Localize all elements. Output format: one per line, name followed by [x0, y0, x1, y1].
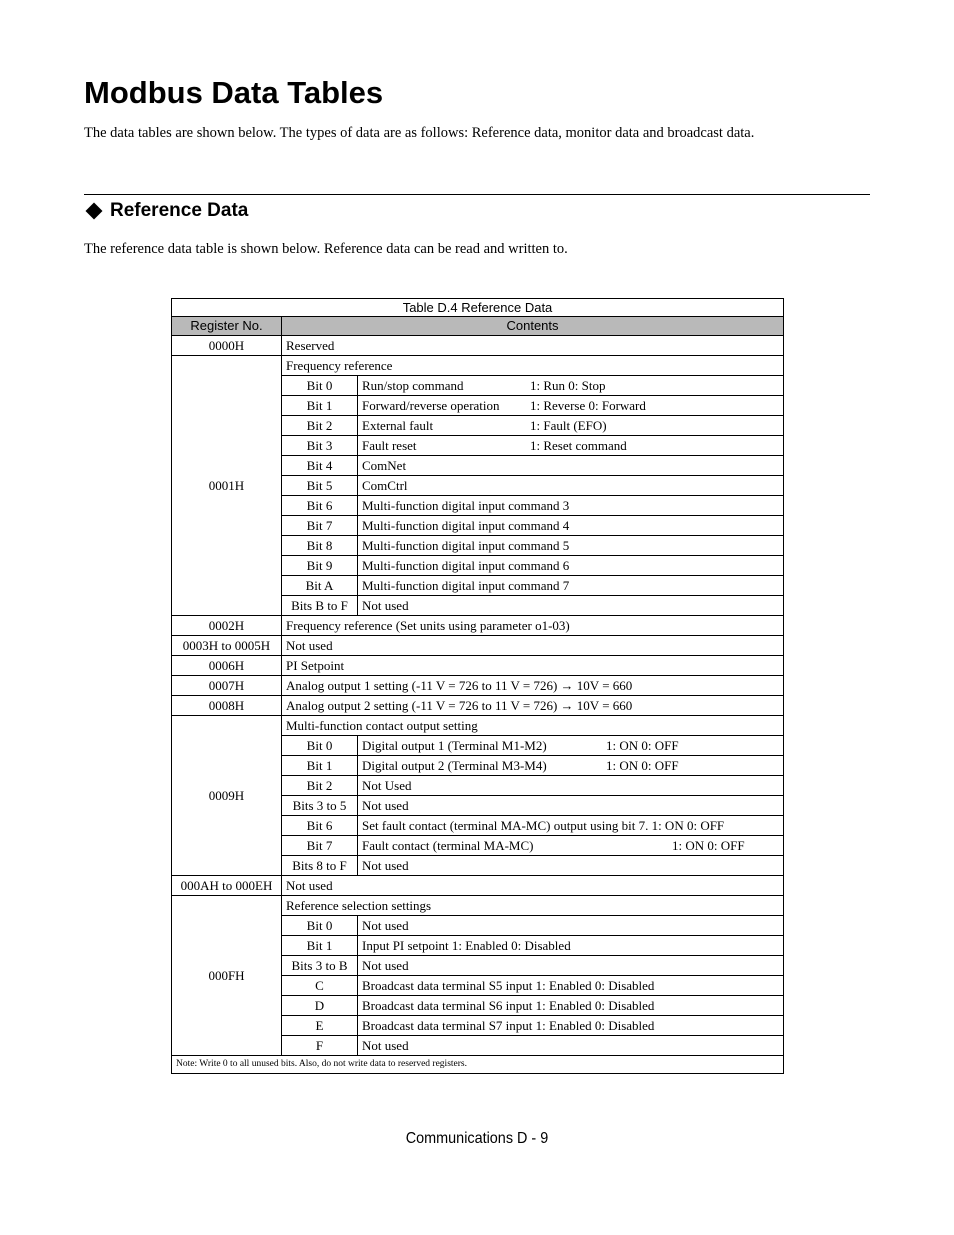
register-number: 0002H: [172, 616, 282, 636]
bit-function: ComCtrl: [362, 478, 408, 493]
bit-description: [358, 416, 784, 436]
page-footer: Communications D - 9: [405, 1130, 549, 1147]
bit-value: 1: ON 0: OFF: [672, 838, 745, 853]
section-divider: [84, 194, 870, 195]
bit-function: Not used: [362, 1038, 409, 1053]
bit-description: [358, 816, 784, 836]
bit-function: Multi-function digital input command 6: [362, 558, 570, 573]
register-contents: Analog output 2 setting (-11 V = 726 to 11 V = 726) → 10V = 660: [282, 696, 784, 716]
table-row: [172, 896, 784, 916]
bit-description: [358, 776, 784, 796]
bit-label: D: [282, 996, 358, 1016]
bit-value: 1: ON 0: OFF: [606, 738, 679, 753]
table-row: [172, 336, 784, 356]
bit-label: Bit 0: [282, 916, 358, 936]
bit-description: [358, 456, 784, 476]
table-row: [172, 356, 784, 376]
register-number: 0003H to 0005H: [172, 636, 282, 656]
table-row: [172, 696, 784, 716]
header-register-no: Register No.: [172, 317, 282, 336]
bit-function: Multi-function digital input command 3: [362, 498, 570, 513]
bit-function: Set fault contact (terminal MA-MC) output using bit 7. 1: ON 0: OFF: [362, 818, 725, 833]
register-number: 0000H: [172, 336, 282, 356]
bit-description: [358, 996, 784, 1016]
bit-description: [358, 936, 784, 956]
bit-function: Not used: [362, 598, 409, 613]
bit-description: [358, 976, 784, 996]
register-number: 0008H: [172, 696, 282, 716]
bit-description: [358, 376, 784, 396]
section-title: Reference Data: [110, 200, 249, 221]
bit-value: 1: ON 0: OFF: [606, 758, 679, 773]
register-contents: Frequency reference (Set units using parameter o1-03): [282, 616, 784, 636]
bit-function: Not used: [362, 798, 409, 813]
bit-description: [358, 1036, 784, 1056]
register-number: 0007H: [172, 676, 282, 696]
bit-function: Not Used: [362, 778, 412, 793]
bit-description: [358, 536, 784, 556]
bit-function: ComNet: [362, 458, 407, 473]
bit-function: Broadcast data terminal S7 input 1: Enabled 0: Disabled: [362, 1018, 655, 1033]
bit-label: Bit 1: [282, 936, 358, 956]
intro-paragraph: The data tables are shown below. The types of data are as follows: Reference data, monitor data and broadcast data.: [84, 125, 755, 141]
bit-label: F: [282, 1036, 358, 1056]
bit-label: Bit 4: [282, 456, 358, 476]
bit-description: [358, 436, 784, 456]
bit-description: [358, 516, 784, 536]
bit-description: [358, 916, 784, 936]
bit-label: Bit 3: [282, 436, 358, 456]
register-contents: Not used: [282, 636, 784, 656]
bit-function: External fault: [362, 418, 434, 433]
table-note-row: [172, 1056, 784, 1074]
register-group-title: Frequency reference: [282, 356, 784, 376]
page-title: Modbus Data Tables: [84, 75, 384, 110]
bit-function: Multi-function digital input command 7: [362, 578, 570, 593]
table-note: Note: Write 0 to all unused bits. Also, do not write data to reserved registers.: [172, 1056, 784, 1074]
bit-function: Fault contact (terminal MA-MC): [362, 838, 534, 853]
bit-function: Not used: [362, 918, 409, 933]
table-row: [172, 716, 784, 736]
bit-description: [358, 836, 784, 856]
bit-label: Bit 6: [282, 496, 358, 516]
bit-label: Bits 8 to F: [282, 856, 358, 876]
register-number: 0001H: [172, 356, 282, 616]
bit-value: 1: Run 0: Stop: [530, 378, 606, 393]
table-row: [172, 876, 784, 896]
bit-description: [358, 396, 784, 416]
bit-function: Broadcast data terminal S5 input 1: Enabled 0: Disabled: [362, 978, 655, 993]
table-caption: Table D.4 Reference Data: [172, 299, 784, 317]
bit-label: Bit 7: [282, 516, 358, 536]
bit-label: Bit 7: [282, 836, 358, 856]
bit-description: [358, 596, 784, 616]
bit-function: Fault reset: [362, 438, 417, 453]
reference-data-table-body: [172, 299, 784, 1074]
bit-description: [358, 736, 784, 756]
bit-description: [358, 756, 784, 776]
bit-label: Bit 8: [282, 536, 358, 556]
table-row: [172, 636, 784, 656]
bit-description: [358, 556, 784, 576]
bit-label: Bit 2: [282, 416, 358, 436]
register-contents: Analog output 1 setting (-11 V = 726 to 11 V = 726) → 10V = 660: [282, 676, 784, 696]
bit-function: Digital output 1 (Terminal M1-M2): [362, 738, 547, 753]
bit-description: [358, 496, 784, 516]
bit-function: Multi-function digital input command 4: [362, 518, 570, 533]
table-row: [172, 616, 784, 636]
bit-label: Bit 0: [282, 736, 358, 756]
bit-label: C: [282, 976, 358, 996]
bit-value: 1: Reverse 0: Forward: [530, 398, 646, 413]
bit-label: Bit 5: [282, 476, 358, 496]
bit-function: Not used: [362, 958, 409, 973]
section-heading: [84, 198, 248, 224]
bit-label: Bit A: [282, 576, 358, 596]
reference-data-table: [171, 298, 784, 1074]
bit-label: Bit 2: [282, 776, 358, 796]
table-caption-row: [172, 299, 784, 317]
bit-label: Bits 3 to B: [282, 956, 358, 976]
header-contents: Contents: [282, 317, 784, 336]
bit-label: Bits 3 to 5: [282, 796, 358, 816]
register-number: 0006H: [172, 656, 282, 676]
table-header-row: [172, 317, 784, 336]
bit-value: 1: Reset command: [530, 438, 627, 453]
bit-label: Bit 9: [282, 556, 358, 576]
bit-description: [358, 856, 784, 876]
register-group-title: Reference selection settings: [282, 896, 784, 916]
bit-function: Digital output 2 (Terminal M3-M4): [362, 758, 547, 773]
register-number: 000FH: [172, 896, 282, 1056]
register-contents: Reserved: [282, 336, 784, 356]
bit-function: Forward/reverse operation: [362, 398, 500, 413]
table-row: [172, 676, 784, 696]
bit-value: 1: Fault (EFO): [530, 418, 607, 433]
bit-label: Bit 6: [282, 816, 358, 836]
bit-label: E: [282, 1016, 358, 1036]
register-group-title: Multi-function contact output setting: [282, 716, 784, 736]
bit-description: [358, 576, 784, 596]
register-number: 0009H: [172, 716, 282, 876]
bit-function: Broadcast data terminal S6 input 1: Enabled 0: Disabled: [362, 998, 655, 1013]
section-intro-paragraph: The reference data table is shown below. Reference data can be read and written to.: [84, 241, 568, 257]
bit-label: Bit 1: [282, 396, 358, 416]
table-row: [172, 656, 784, 676]
bit-function: Input PI setpoint 1: Enabled 0: Disabled: [362, 938, 571, 953]
bit-function: Run/stop command: [362, 378, 464, 393]
register-contents: Not used: [282, 876, 784, 896]
bit-label: Bit 1: [282, 756, 358, 776]
bit-label: Bits B to F: [282, 596, 358, 616]
bit-description: [358, 1016, 784, 1036]
register-contents: PI Setpoint: [282, 656, 784, 676]
bit-function: Not used: [362, 858, 409, 873]
bit-function: Multi-function digital input command 5: [362, 538, 570, 553]
diamond-bullet-icon: [86, 203, 103, 220]
register-number: 000AH to 000EH: [172, 876, 282, 896]
bit-description: [358, 476, 784, 496]
bit-description: [358, 956, 784, 976]
bit-label: Bit 0: [282, 376, 358, 396]
bit-description: [358, 796, 784, 816]
